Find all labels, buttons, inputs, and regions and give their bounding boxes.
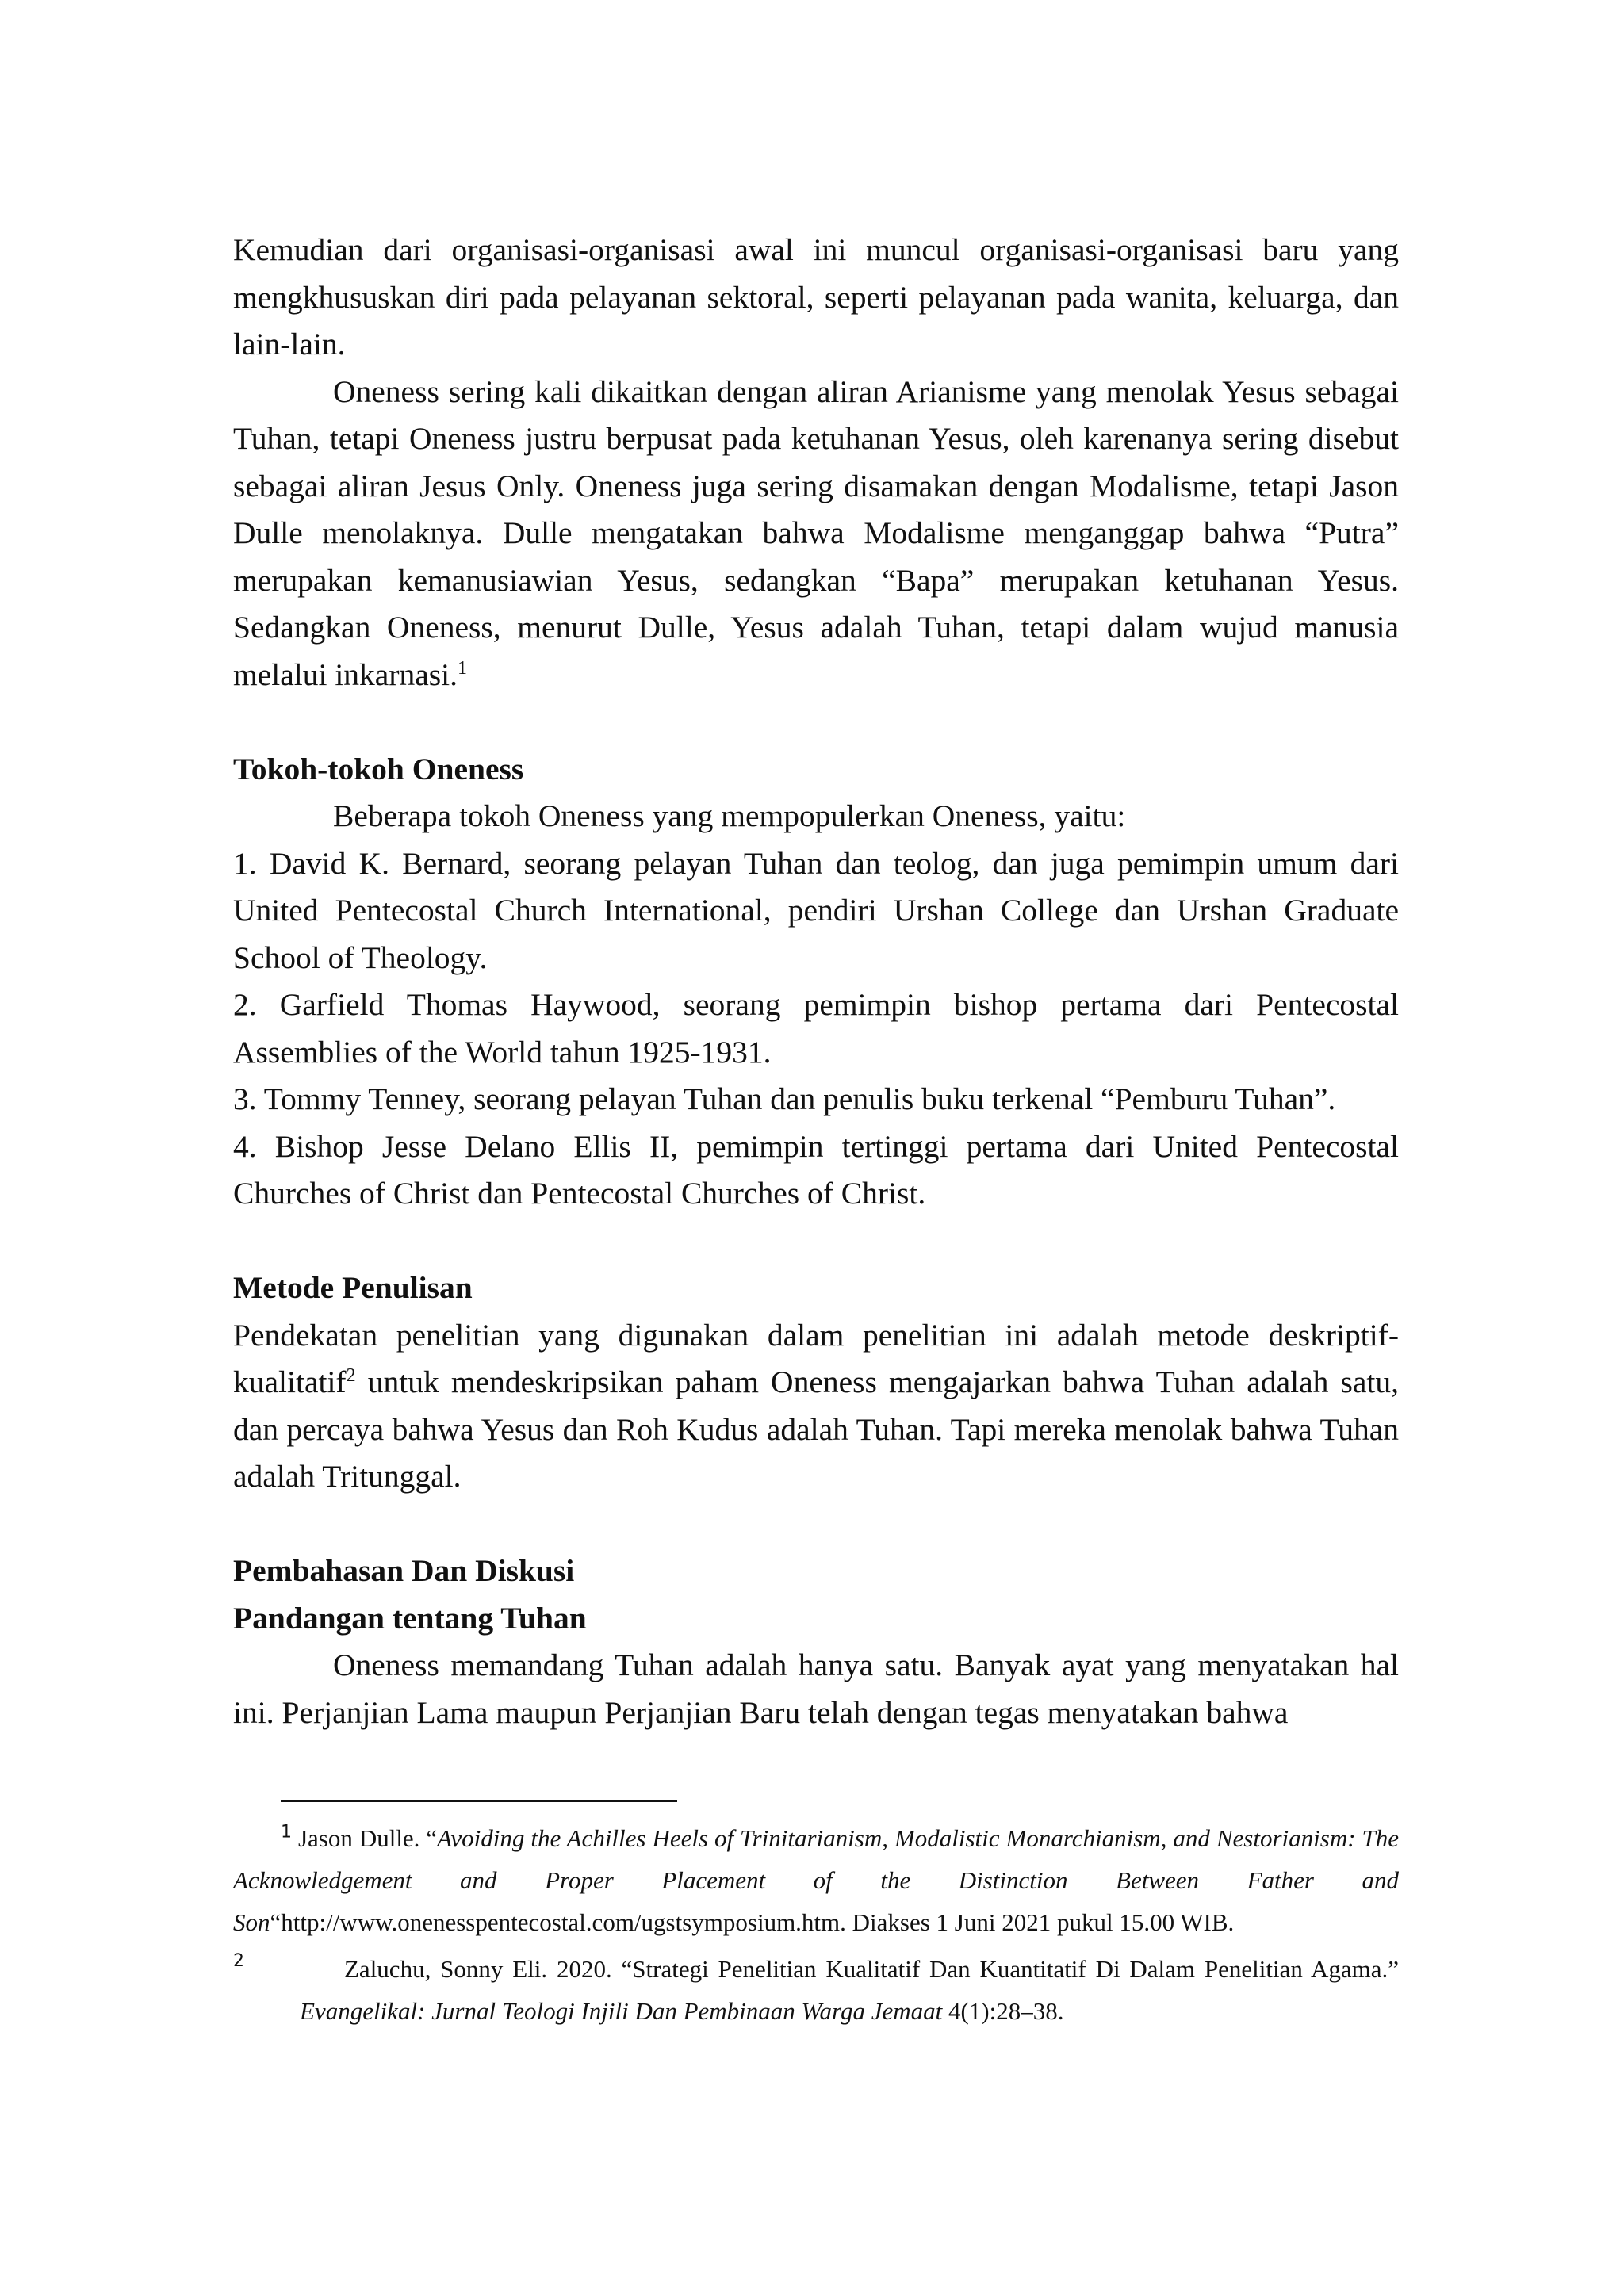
- list-item-tokoh-1: 1. David K. Bernard, seorang pelayan Tuhan dan teolog, dan juga pemimpin umum dari United Pentecostal Church International, pendiri Urshan College dan Urshan Graduate School of Theology.: [233, 845, 1399, 975]
- footnote-1: [233, 1817, 1399, 1943]
- paragraph-metode-text-b: untuk mendeskripsikan paham Oneness mengajarkan bahwa Tuhan adalah satu, dan percaya bahwa Yesus dan Roh Kudus adalah Tuhan. Tapi mereka menolak bahwa Tuhan adalah Tritunggal.: [233, 1364, 1399, 1494]
- footnote-ref-2[interactable]: 2: [346, 1364, 356, 1386]
- footnote-1-mark: 1: [281, 1822, 292, 1843]
- paragraph-organisasi: Kemudian dari organisasi-organisasi awal ini muncul organisasi-organisasi baru yang mengkhususkan diri pada pelayanan sektoral, seperti pelayanan pada wanita, keluarga, dan lain-lain.: [233, 232, 1399, 362]
- spacer: [233, 698, 1399, 746]
- footnote-1-title: Avoiding the Achilles Heels of Trinitarianism, Modalistic Monarchianism, and Nestorianism: The Acknowledgement and Proper Placement of the Distinction Between Father and Son: [233, 1824, 1399, 1936]
- paragraph-tokoh-intro: Beberapa tokoh Oneness yang mempopulerkan Oneness, yaitu:: [333, 798, 1126, 833]
- list-item-tokoh-4: 4. Bishop Jesse Delano Ellis II, pemimpin tertinggi pertama dari United Pentecostal Churches of Christ dan Pentecostal Churches of Christ.: [233, 1128, 1399, 1211]
- paragraph-oneness-arianisme: [233, 369, 1399, 699]
- footnotes: [233, 1817, 1399, 2032]
- footnote-2-journal: Evangelikal: Jurnal Teologi Injili Dan Pembinaan Warga Jemaat: [300, 1997, 943, 2025]
- spacer: [233, 1501, 1399, 1548]
- list-item-tokoh-3: 3. Tommy Tenney, seorang pelayan Tuhan dan penulis buku terkenal “Pemburu Tuhan”.: [233, 1081, 1336, 1116]
- footnote-1-text-a: Jason Dulle. “: [292, 1824, 438, 1852]
- footnote-2-mark: 2: [233, 1951, 244, 1971]
- paragraph-oneness-text: Oneness sering kali dikaitkan dengan aliran Arianisme yang menolak Yesus sebagai Tuhan, tetapi Oneness justru berpusat pada ketuhanan Yesus, oleh karenanya sering disebut sebagai aliran Jesus Only. Oneness juga sering disamakan dengan Modalisme, tetapi Jason Dulle menolaknya. Dulle mengatakan bahwa Modalisme menganggap bahwa “Putra” merupakan kemanusiawian Yesus, sedangkan “Bapa” merupakan ketuhanan Yesus. Sedangkan Oneness, menurut Dulle, Yesus adalah Tuhan, tetapi dalam wujud manusia melalui inkarnasi.: [233, 373, 1399, 692]
- document-body: [233, 227, 1399, 1736]
- paragraph-metode-text-a: Pendekatan penelitian yang digunakan dalam penelitian ini adalah metode deskriptif-kualitatif: [233, 1317, 1399, 1399]
- footnote-2: [233, 1948, 1399, 2032]
- footnote-separator: [281, 1800, 677, 1802]
- footnote-2-text-a: Zaluchu, Sonny Eli. 2020. “Strategi Penelitian Kualitatif Dan Kuantitatif Di Dalam Penelitian Agama.”: [344, 1955, 1399, 1983]
- heading-pandangan-tuhan: Pandangan tentang Tuhan: [233, 1600, 587, 1636]
- footnote-ref-1[interactable]: 1: [458, 657, 467, 679]
- heading-tokoh-oneness: Tokoh-tokoh Oneness: [233, 751, 524, 786]
- footnote-2-text-b: 4(1):28–38.: [942, 1997, 1064, 2025]
- paragraph-metode: [233, 1312, 1399, 1501]
- heading-metode-penulisan: Metode Penulisan: [233, 1270, 473, 1305]
- heading-pembahasan: Pembahasan Dan Diskusi: [233, 1553, 575, 1588]
- list-item-tokoh-2: 2. Garfield Thomas Haywood, seorang pemimpin bishop pertama dari Pentecostal Assemblies of the World tahun 1925-1931.: [233, 987, 1399, 1070]
- footnote-1-text-b: “http://www.onenesspentecostal.com/ugstsymposium.htm. Diakses 1 Juni 2021 pukul 15.00 WIB.: [270, 1908, 1235, 1936]
- spacer: [233, 1218, 1399, 1265]
- paragraph-pandangan: Oneness memandang Tuhan adalah hanya satu. Banyak ayat yang menyatakan hal ini. Perjanjian Lama maupun Perjanjian Baru telah dengan tegas menyatakan bahwa: [233, 1647, 1399, 1730]
